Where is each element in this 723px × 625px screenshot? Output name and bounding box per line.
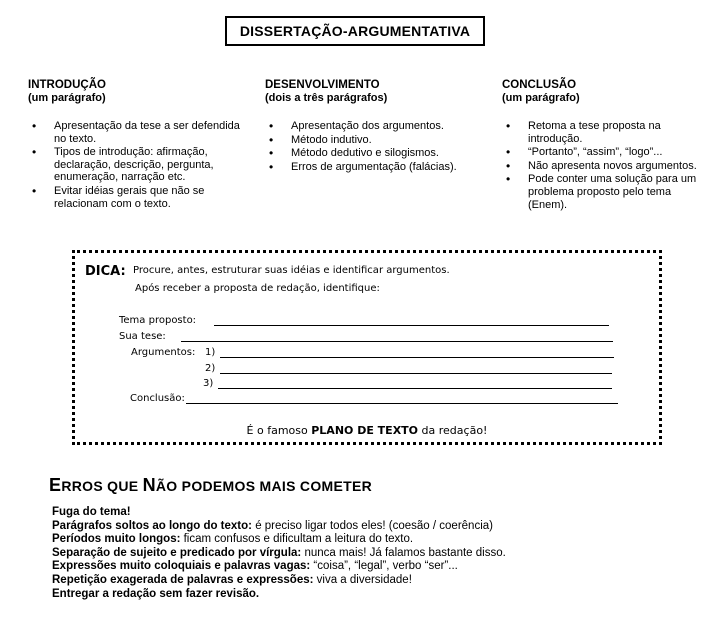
erro-rest: “coisa”, “legal”, verbo “ser”... (310, 560, 458, 573)
list-item: • Método dedutivo e silogismos. (265, 147, 485, 160)
field-tese (119, 331, 166, 342)
column-list (502, 120, 707, 211)
list-item: • Não apresenta novos argumentos. (502, 160, 707, 173)
list-item: • Método indutivo. (265, 134, 485, 147)
column-heading: DESENVOLVIMENTO (265, 79, 380, 91)
list-item (52, 588, 702, 602)
list-item (52, 520, 702, 534)
column-subheading: (um parágrafo) (502, 92, 580, 104)
list-item: • “Portanto”, “assim”, “logo”... (502, 146, 707, 159)
erros-title-small1: RROS QUE (61, 478, 143, 494)
field-tema (119, 315, 196, 326)
column-heading: CONCLUSÃO (502, 79, 577, 91)
dica-line1: Procure, antes, estruturar suas idéias e identificar argumentos. (133, 265, 450, 276)
column-list (28, 120, 248, 210)
erro-bold: Parágrafos soltos ao longo do texto: (52, 519, 252, 532)
list-item (52, 506, 702, 520)
column-subheading: (um parágrafo) (28, 92, 106, 104)
erros-title (49, 475, 372, 496)
dica-label: DICA: (85, 264, 126, 279)
famoso-bold: PLANO DE TEXTO (311, 424, 419, 437)
list-item (52, 560, 702, 574)
erros-title-big1: E (49, 475, 62, 495)
field-arg1-label: 1) (205, 347, 216, 358)
erros-list (52, 506, 702, 601)
erro-rest: nunca mais! Já falamos bastante disso. (301, 546, 506, 559)
list-item: • Apresentação da tese a ser defendida no texto. (28, 120, 248, 145)
column-list (265, 120, 485, 173)
erro-bold: Separação de sujeito e predicado por vírgula: (52, 546, 302, 559)
document-title-text: DISSERTAÇÃO-ARGUMENTATIVA (239, 23, 471, 39)
field-arg3 (203, 378, 213, 389)
list-item: • Retoma a tese proposta na introdução. (502, 120, 707, 145)
erro-rest: ficam confusos e dificultam a leitura do texto. (180, 533, 414, 546)
erro-bold: Períodos muito longos: (52, 533, 181, 546)
field-arg3-label: 3) (203, 378, 214, 389)
erros-title-big2: N (142, 475, 156, 495)
erro-rest: é preciso ligar todos eles! (coesão / coerência) (252, 519, 493, 532)
field-conclusao-label: Conclusão: (130, 393, 185, 404)
column-desenvolvimento (265, 78, 485, 174)
list-item (52, 533, 702, 547)
field-argumentos (131, 347, 195, 358)
dica-box (72, 250, 662, 445)
famoso-pre: É o famoso (246, 424, 312, 437)
document-title (225, 16, 485, 46)
column-conclusao (502, 78, 707, 212)
erro-bold: Fuga do tema! (52, 506, 131, 518)
erro-bold: Repetição exagerada de palavras e expressões: (52, 573, 314, 586)
field-argumentos-label: Argumentos: (131, 347, 196, 358)
list-item: • Tipos de introdução: afirmação, declaração, descrição, pergunta, enumeração, narração etc. (28, 146, 248, 184)
field-conclusao (130, 393, 185, 404)
erro-bold: Entregar a redação sem fazer revisão. (52, 587, 260, 600)
erro-bold: Expressões muito coloquiais e palavras vagas: (52, 560, 311, 573)
list-item: • Evitar idéias gerais que não se relacionam com o texto. (28, 185, 248, 210)
field-tema-label: Tema proposto: (119, 315, 197, 326)
dica-line2: Após receber a proposta de redação, identifique: (135, 283, 380, 294)
list-item (52, 574, 702, 588)
list-item: • Apresentação dos argumentos. (265, 120, 485, 133)
erros-title-small2: ÃO PODEMOS MAIS COMETER (155, 478, 373, 494)
list-item (52, 547, 702, 561)
field-tese-label: Sua tese: (119, 331, 166, 342)
column-heading: INTRODUÇÃO (28, 79, 106, 91)
field-arg2-label: 2) (205, 363, 216, 374)
column-introducao (28, 78, 248, 211)
field-arg1 (205, 347, 215, 358)
famoso-post: da redação! (418, 424, 488, 437)
plano-de-texto-note (75, 424, 659, 437)
erro-rest: viva a diversidade! (313, 573, 412, 586)
field-arg2 (205, 363, 215, 374)
column-subheading: (dois a três parágrafos) (265, 92, 388, 104)
list-item: • Erros de argumentação (falácias). (265, 161, 485, 174)
list-item: • Pode conter uma solução para um problema proposto pelo tema (Enem). (502, 173, 707, 211)
